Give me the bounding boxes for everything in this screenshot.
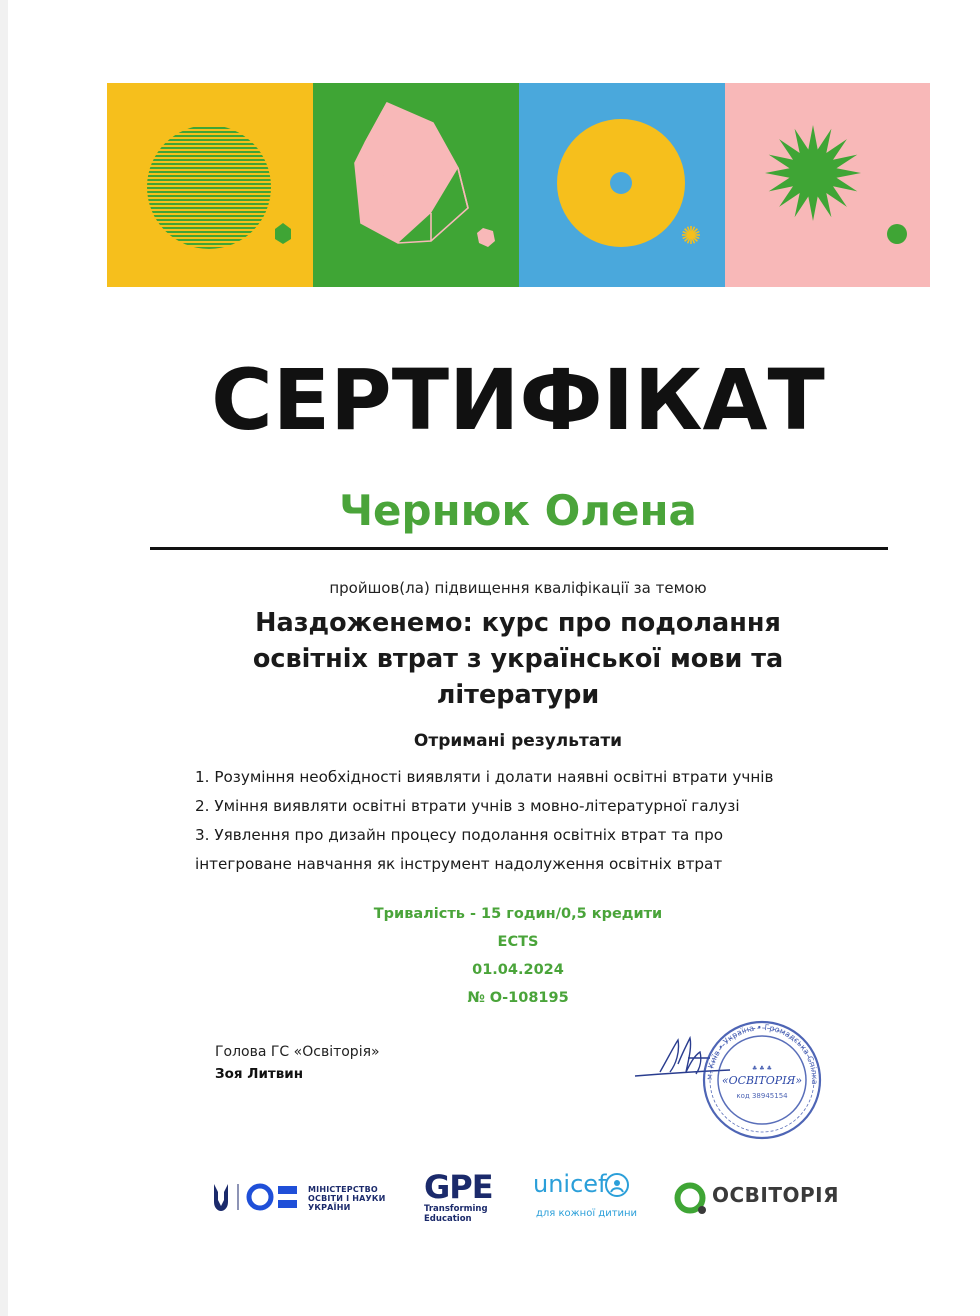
osvitoria-logo-text: ОСВІТОРІЯ: [712, 1183, 840, 1207]
certificate-title: СЕРТИФІКАТ: [211, 351, 825, 449]
certificate-meta: [0, 900, 980, 1012]
ministry-logo-icon: [210, 1180, 305, 1214]
banner-tile-polyhedron: [313, 83, 519, 287]
banner-tile-ring: [519, 83, 725, 287]
results-item: 2. Уміння виявляти освітні втрати учнів з мовно-літературної галузі: [195, 797, 740, 815]
course-title-line: освітніх втрат з української мови та: [252, 644, 784, 674]
signatory-role: Голова ГС «Освіторія»: [215, 1044, 380, 1060]
osvitoria-logo-icon: [672, 1180, 708, 1216]
course-title: [220, 605, 816, 713]
ministry-text-line: ОСВІТИ І НАУКИ: [308, 1194, 386, 1203]
banner-tile-star: [725, 83, 930, 287]
certificate-number: № О-108195: [467, 990, 569, 1006]
unicef-logo-subtitle: для кожної дитини: [536, 1208, 638, 1219]
duration-text: Тривалість - 15 годин/0,5 кредити: [373, 906, 663, 922]
results-item: 1. Розуміння необхідності виявляти і долати наявні освітні втрати учнів: [195, 768, 774, 786]
svg-text:«ОСВІТОРІЯ»: «ОСВІТОРІЯ»: [721, 1074, 803, 1087]
decorative-banner: [107, 83, 930, 287]
polyhedron-icon: [313, 83, 519, 287]
unicef-globe-icon: [604, 1172, 630, 1198]
gpe-logo-subtitle: [424, 1204, 488, 1224]
name-underline: [150, 547, 888, 550]
gpe-subtitle-line: Transforming: [424, 1204, 488, 1214]
ring-icon: [519, 83, 725, 287]
results-heading: Отримані результати: [413, 731, 623, 751]
page-edge: [0, 0, 8, 1316]
results-item: інтегроване навчання як інструмент надолуження освітніх втрат: [195, 855, 723, 873]
stamp-icon: [700, 1018, 824, 1142]
issue-date: 01.04.2024: [472, 962, 564, 978]
ects-text: ECTS: [497, 934, 539, 950]
ministry-text-line: МІНІСТЕРСТВО: [308, 1185, 378, 1194]
ministry-text-line: УКРАЇНИ: [308, 1203, 351, 1212]
results-item: 3. Уявлення про дизайн процесу подолання освітніх втрат та про: [195, 826, 724, 844]
course-title-line: Наздоженемо: курс про подолання: [255, 608, 781, 638]
svg-text:код 38945154: код 38945154: [736, 1092, 788, 1100]
signatory-name: Зоя Литвин: [215, 1066, 304, 1082]
results-list: [195, 763, 895, 879]
gpe-subtitle-line: Education: [424, 1214, 472, 1224]
svg-text:♣ ♣ ♣: ♣ ♣ ♣: [752, 1065, 772, 1072]
banner-tile-striped-circle: [107, 83, 313, 287]
svg-text:м. Київ • Україна • Громадська: м. Київ • Україна • Громадська Спілка: [704, 1022, 820, 1085]
recipient-name: Чернюк Олена: [339, 486, 697, 535]
striped-circle-icon: [107, 83, 313, 287]
course-title-line: літератури: [436, 680, 600, 710]
unicef-logo: unicef: [533, 1170, 607, 1198]
starburst-icon: [725, 83, 930, 287]
ministry-logo-text: [308, 1185, 386, 1212]
passed-text: пройшов(ла) підвищення кваліфікації за темою: [329, 579, 707, 597]
gpe-logo: GPE: [424, 1168, 493, 1206]
